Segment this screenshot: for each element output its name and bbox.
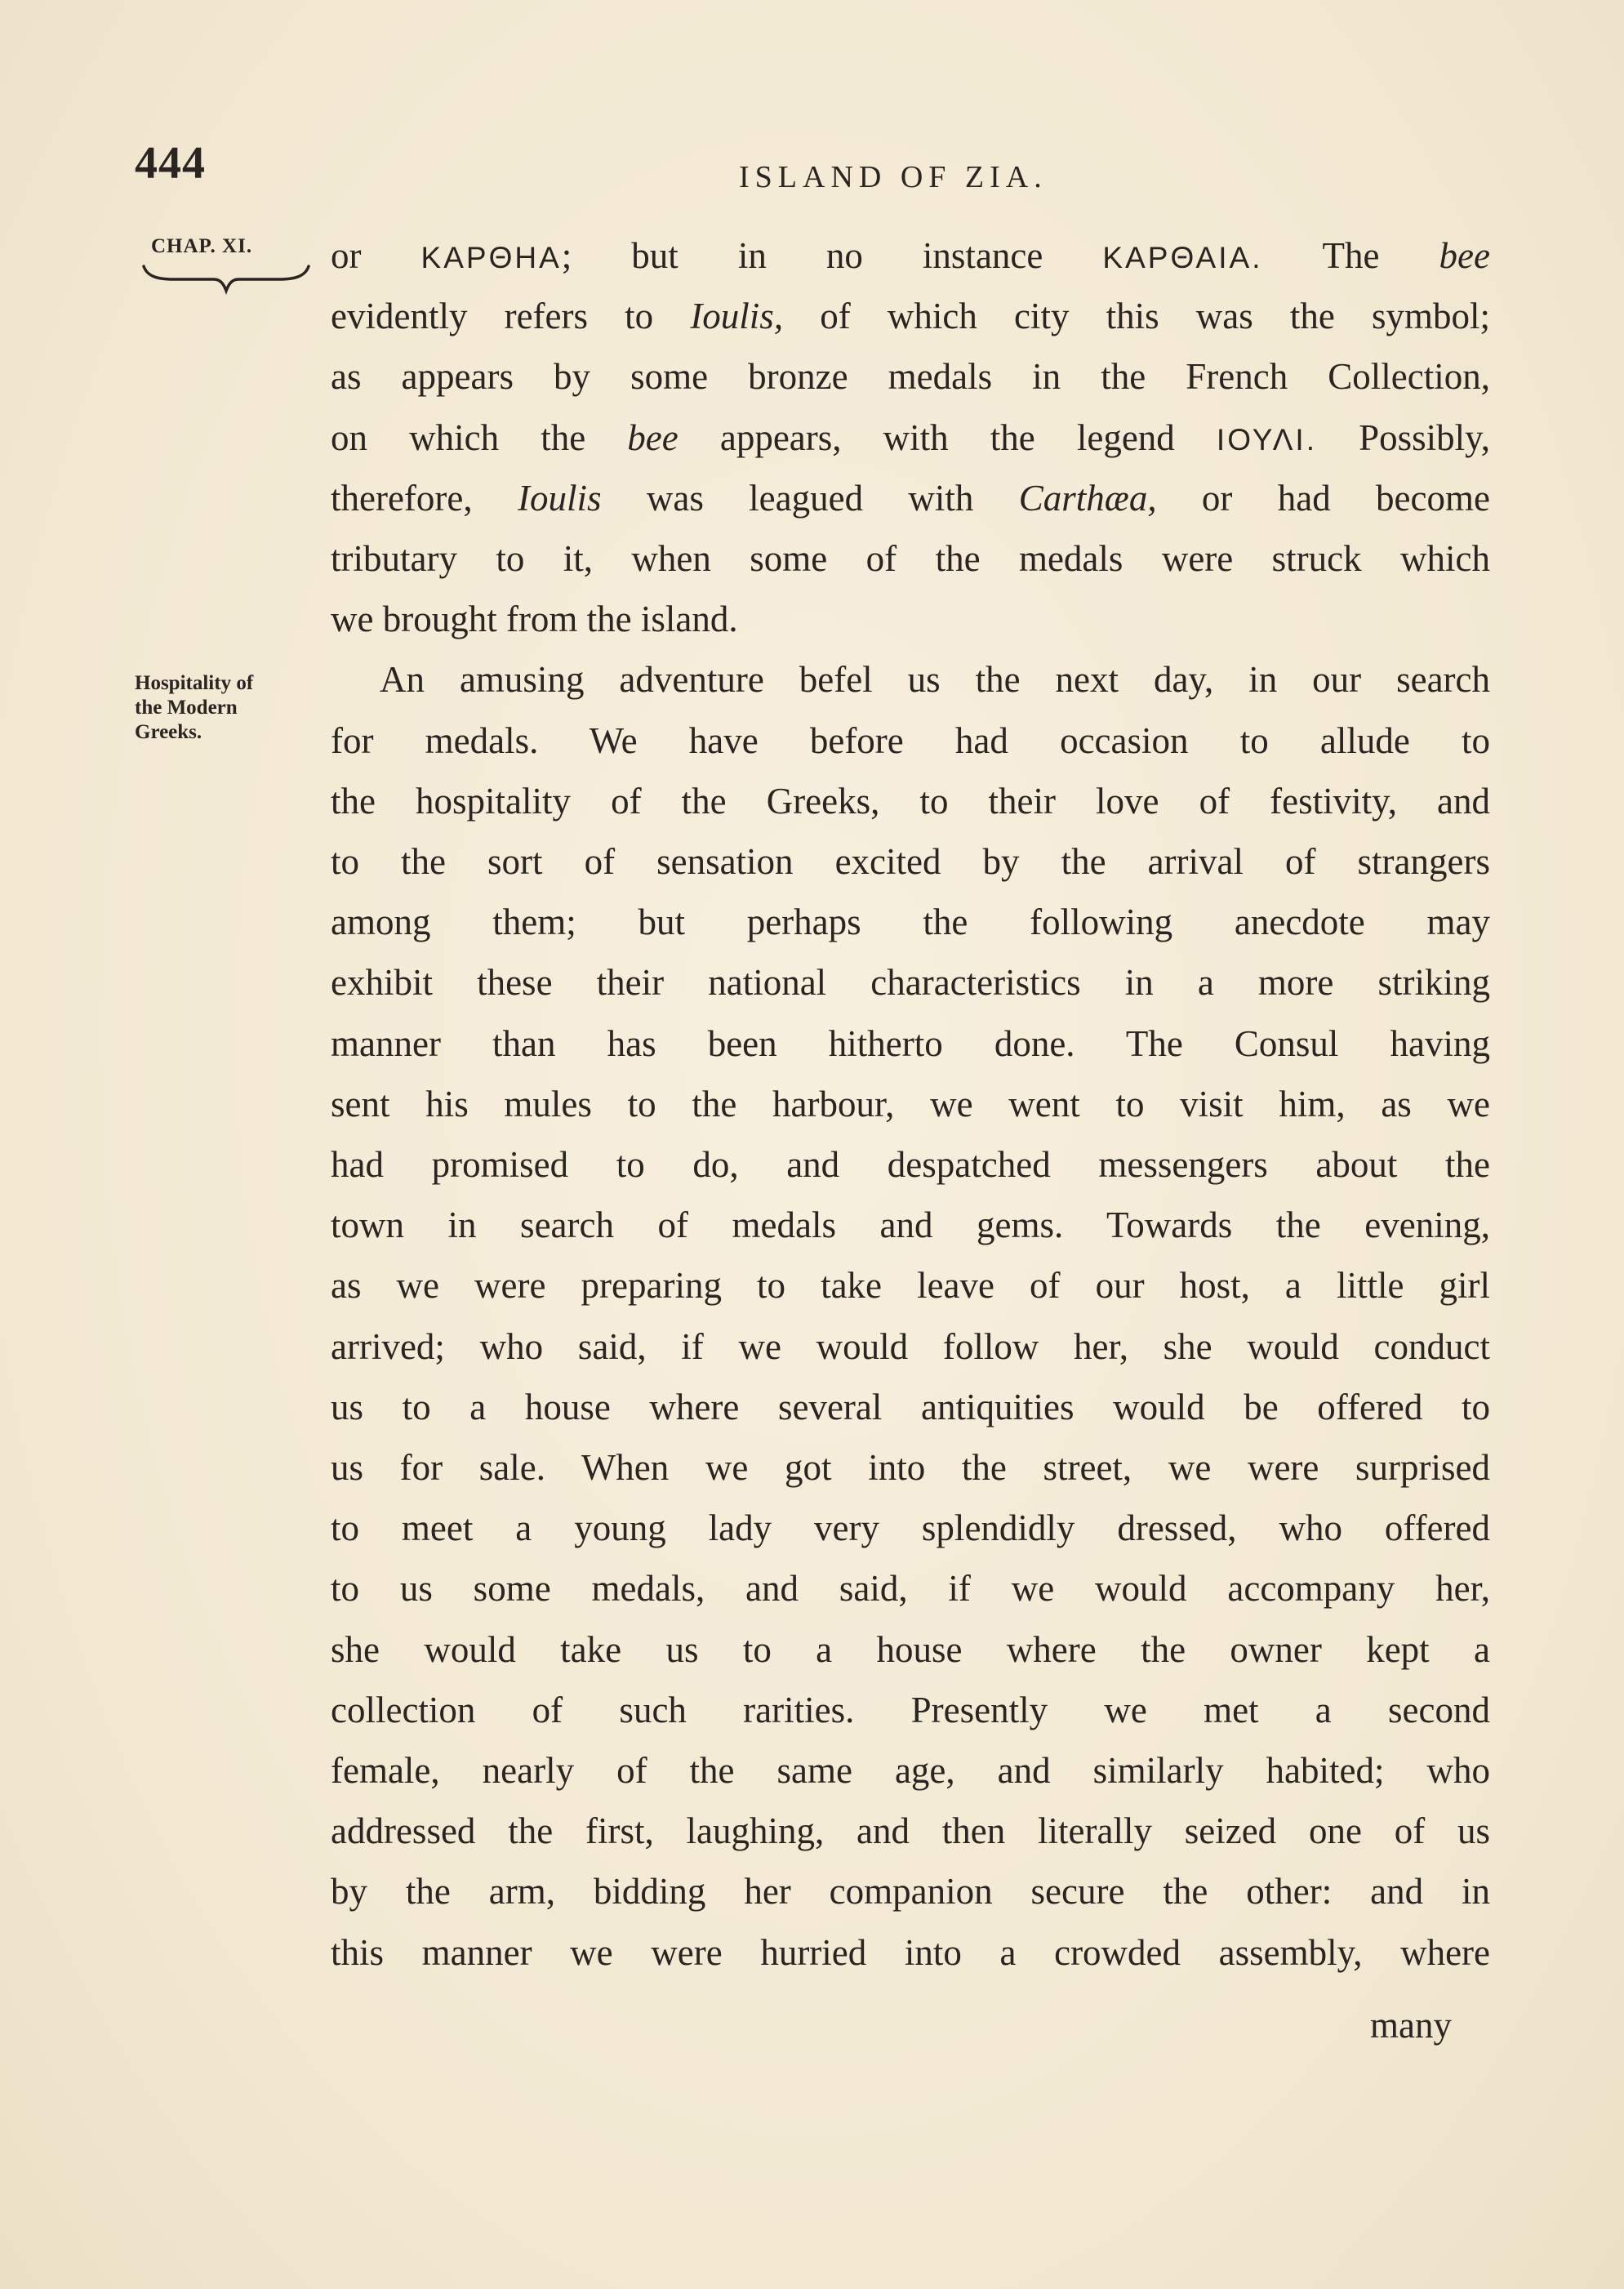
text-line xyxy=(331,1806,1490,1855)
text-line xyxy=(331,1322,1490,1371)
text-run: manner than has been hitherto done. The Consul having xyxy=(331,1022,1490,1064)
text-run: town in search of medals and gems. Towards the evening, xyxy=(331,1205,1490,1246)
sidenote-line: Hospitality of xyxy=(135,672,254,694)
text-run: on which the xyxy=(331,416,628,458)
text-line xyxy=(331,837,1490,886)
text-run: by the arm, bidding her companion secure the other: and in xyxy=(331,1871,1490,1913)
sidenote-hospitality xyxy=(135,671,314,745)
text-run: she would take us to a house where the owner kept a xyxy=(331,1628,1490,1670)
text-run: tributary to it, when some of the medals were struck which xyxy=(331,538,1490,579)
chapter-brace-ornament xyxy=(140,261,312,297)
text-run: or xyxy=(331,235,421,276)
text-run: ; but in no instance xyxy=(561,235,1103,276)
italic-text: Ioulis, xyxy=(690,296,784,337)
text-run: to us some medals, and said, if we would accompany her, xyxy=(331,1568,1490,1610)
text-line xyxy=(331,534,1490,583)
text-run: therefore, xyxy=(331,477,518,519)
text-line xyxy=(331,777,1490,826)
text-run: collection of such rarities. Presently we met a second xyxy=(331,1689,1490,1730)
running-title: ISLAND OF ZIA. xyxy=(739,160,1048,194)
greek-inscription: ΚΑΡΘΗΑ xyxy=(420,241,562,274)
text-run: had promised to do, and despatched messengers about the xyxy=(331,1144,1490,1185)
text-run: of which city this was the symbol; xyxy=(783,296,1491,337)
page-number: 444 xyxy=(135,138,206,189)
text-run: as appears by some bronze medals in the French Collection, xyxy=(331,356,1490,398)
text-run: An amusing adventure befel us the next day, in our search xyxy=(380,659,1490,701)
text-line xyxy=(331,1564,1490,1613)
greek-inscription: ΙΟΥΛΙ. xyxy=(1216,422,1317,456)
text-line xyxy=(331,1867,1490,1916)
text-run: evidently refers to xyxy=(331,296,691,337)
text-run: appears, with the legend xyxy=(678,416,1217,458)
text-run: as we were preparing to take leave of our host, a little girl xyxy=(331,1265,1490,1307)
text-line xyxy=(331,1686,1490,1735)
text-line xyxy=(331,595,1490,644)
text-run: for medals. We have before had occasion to allude to xyxy=(331,719,1490,761)
sidenote-line: the Modern xyxy=(135,697,238,719)
text-run: The xyxy=(1262,235,1439,276)
text-run: exhibit these their national characteristics in a more striking xyxy=(331,962,1490,1004)
text-run: this manner we were hurried into a crowded assembly, where xyxy=(331,1931,1490,1973)
catchword: many xyxy=(1370,2005,1452,2046)
sidenote-line: Greeks. xyxy=(135,721,202,743)
text-line xyxy=(331,292,1490,341)
text-line xyxy=(331,1625,1490,1674)
text-run: arrived; who said, if we would follow her, she would conduct xyxy=(331,1325,1490,1367)
text-line xyxy=(331,1928,1490,1977)
text-run: the hospitality of the Greeks, to their love of festivity, and xyxy=(331,780,1490,822)
text-run: we brought from the island. xyxy=(331,599,738,640)
italic-text: bee xyxy=(627,416,679,458)
text-line xyxy=(331,655,1490,704)
text-line xyxy=(331,1503,1490,1552)
text-run: us for sale. When we got into the street, we were surprised xyxy=(331,1447,1490,1488)
text-line xyxy=(331,897,1490,946)
text-run: to meet a young lady very splendidly dressed, who offered xyxy=(331,1507,1490,1549)
text-line xyxy=(331,474,1490,523)
text-run: or had become xyxy=(1156,477,1490,519)
italic-text: Ioulis xyxy=(517,477,602,519)
italic-text: Carthæa, xyxy=(1018,477,1157,519)
text-line xyxy=(331,1080,1490,1129)
text-line xyxy=(331,1443,1490,1492)
text-line xyxy=(331,413,1490,462)
text-run: sent his mules to the harbour, we went to visit him, as we xyxy=(331,1083,1490,1124)
chapter-label: CHAP. XI. xyxy=(151,235,253,257)
text-line xyxy=(331,1019,1490,1068)
text-line xyxy=(331,1746,1490,1795)
text-run: was leagued with xyxy=(601,477,1019,519)
text-run: us to a house where several antiquities would be offered to xyxy=(331,1386,1490,1427)
text-line xyxy=(331,958,1490,1007)
text-run: addressed the first, laughing, and then literally seized one of us xyxy=(331,1810,1490,1852)
text-run: female, nearly of the same age, and similarly habited; who xyxy=(331,1750,1490,1791)
text-line xyxy=(331,1200,1490,1249)
text-line xyxy=(331,231,1490,280)
text-line xyxy=(331,716,1490,765)
text-line xyxy=(331,1261,1490,1310)
text-run: to the sort of sensation excited by the arrival of strangers xyxy=(331,841,1490,882)
text-line xyxy=(331,1383,1490,1432)
text-line xyxy=(331,1140,1490,1189)
italic-text: bee xyxy=(1439,235,1490,276)
text-run: among them; but perhaps the following anecdote may xyxy=(331,902,1490,943)
text-line xyxy=(331,352,1490,401)
greek-inscription: ΚΑΡΘΑΙΑ. xyxy=(1102,241,1263,274)
text-run: Possibly, xyxy=(1317,416,1490,458)
